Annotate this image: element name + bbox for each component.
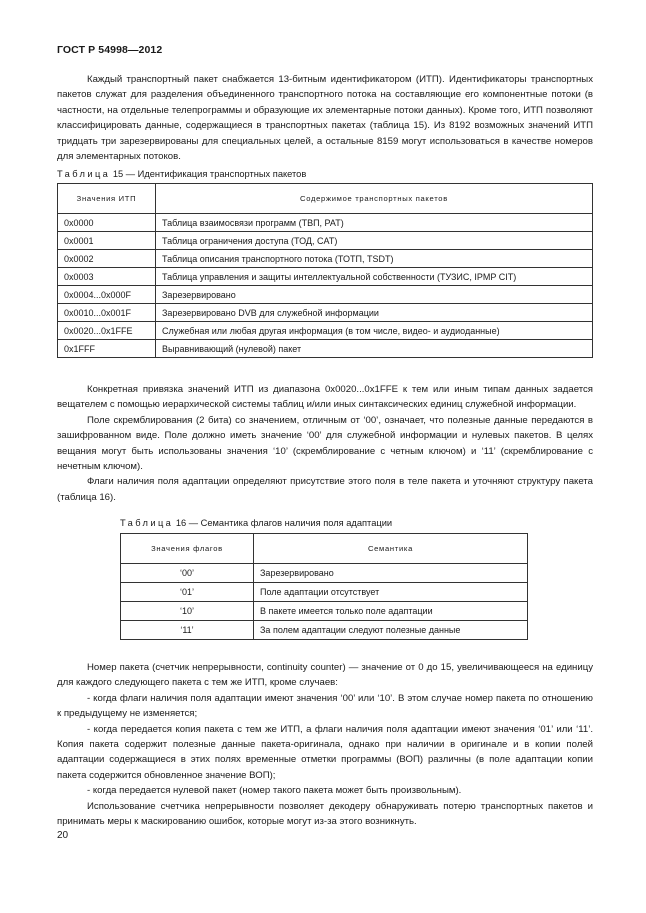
cell-pid: 0x1FFF bbox=[58, 340, 156, 358]
list-item: - когда передается нулевой пакет (номер такого пакета может быть произвольным). bbox=[87, 785, 462, 797]
table15 bbox=[57, 183, 593, 358]
table-row bbox=[121, 564, 528, 583]
table-row bbox=[58, 232, 593, 250]
caption-text: 16 — Семантика флагов наличия поля адаптации bbox=[173, 518, 393, 528]
table-header-row bbox=[121, 534, 528, 564]
table16-caption bbox=[120, 518, 392, 528]
cell-pid: 0x0004...0x000F bbox=[58, 286, 156, 304]
table-header-row bbox=[58, 184, 593, 214]
list-item: - когда передается копия пакета с тем же ИТП, а флаги наличия поля адаптации имеют значения ‘01’ или ‘11’. Копия пакета содержит полезные данные пакета-оригинала, однако при наличии в оригинале и в копии полей адаптации содержащиеся в этих полях временные отметки программы (ВОП) различны (в поле адаптации копии пакета содержится обновленное значение ВОП); bbox=[57, 723, 593, 781]
cell-content: Выравнивающий (нулевой) пакет bbox=[156, 340, 593, 358]
paragraph-text: Конкретная привязка значений ИТП из диапазона 0x0020...0x1FFE к тем или иным типам данных задается вещателем с помощью иерархической системы таблиц и/или иных синтаксических единиц служебной информации. bbox=[57, 384, 593, 411]
cell-pid: 0x0020...0x1FFE bbox=[58, 322, 156, 340]
paragraph-adaptation-flags: Флаги наличия поля адаптации определяют присутствие этого поля в теле пакета и уточняют структуру пакета (таблица 16). bbox=[57, 476, 593, 503]
cell-content: Служебная или любая другая информация (в том числе, видео- и аудиоданные) bbox=[156, 322, 593, 340]
cell-content: Таблица управления и защиты интеллектуальной собственности (ТУЗИС, IPMP CIT) bbox=[156, 268, 593, 286]
paragraph-pid-binding bbox=[57, 382, 593, 505]
table-row bbox=[58, 214, 593, 232]
cell-semantics: Зарезервировано bbox=[254, 564, 528, 583]
cell-semantics: Поле адаптации отсутствует bbox=[254, 583, 528, 602]
paragraph-text: Каждый транспортный пакет снабжается 13-битным идентификатором (ИТП). Идентификаторы транспортных пакетов служат для разделения объединенного транспортного потока на составляющие его компонентные потоки (в частности, на отдельные телепрограммы и образующие их элементарные потоки данных). Кроме того, ИТП позволяют классифицировать данные, содержащиеся в транспортных пакетах (таблица 15). Из 8192 возможных значений ИТП тридцать три зарезервированы для специальных целей, а остальные 8159 могут использоваться в качестве номеров для элементарных потоков. bbox=[57, 74, 593, 163]
cell-content: Таблица ограничения доступа (ТОД, CAT) bbox=[156, 232, 593, 250]
table-row bbox=[58, 286, 593, 304]
cell-pid: 0x0003 bbox=[58, 268, 156, 286]
caption-text: 15 — Идентификация транспортных пакетов bbox=[110, 169, 307, 179]
list-item: - когда флаги наличия поля адаптации имеют значения ‘00’ или ‘10’. В этом случае номер пакета по отношению к предыдущему не изменяется; bbox=[57, 692, 593, 720]
cell-flag: ‘00’ bbox=[121, 564, 254, 583]
table-row bbox=[58, 250, 593, 268]
cell-flag: ‘10’ bbox=[121, 602, 254, 621]
cell-pid: 0x0010...0x001F bbox=[58, 304, 156, 322]
table-row bbox=[58, 322, 593, 340]
paragraph-pid-intro bbox=[57, 72, 593, 164]
cell-content: Зарезервировано DVB для служебной информации bbox=[156, 304, 593, 322]
cell-pid: 0x0000 bbox=[58, 214, 156, 232]
table-row bbox=[121, 602, 528, 621]
caption-table-word: Таблица bbox=[120, 518, 174, 528]
column-header-flags: Значения флагов bbox=[121, 534, 254, 564]
column-header-pid: Значения ИТП bbox=[58, 184, 156, 214]
cell-semantics: За полем адаптации следуют полезные данные bbox=[254, 621, 528, 640]
column-header-content: Содержимое транспортных пакетов bbox=[156, 184, 593, 214]
standard-header: ГОСТ Р 54998—2012 bbox=[57, 44, 163, 56]
table-row bbox=[58, 268, 593, 286]
paragraph-text: Номер пакета (счетчик непрерывности, continuity counter) — значение от 0 до 15, увеличивающееся на единицу для каждого следующего пакета с тем же ИТП, кроме случаев: bbox=[57, 662, 593, 689]
cell-pid: 0x0001 bbox=[58, 232, 156, 250]
cell-content: Таблица описания транспортного потока (ТОТП, TSDT) bbox=[156, 250, 593, 268]
cell-pid: 0x0002 bbox=[58, 250, 156, 268]
table-row bbox=[58, 304, 593, 322]
table-row bbox=[121, 583, 528, 602]
column-header-semantics: Семантика bbox=[254, 534, 528, 564]
cell-content: Таблица взаимосвязи программ (ТВП, PAT) bbox=[156, 214, 593, 232]
table-row bbox=[121, 621, 528, 640]
table16 bbox=[120, 533, 528, 640]
table15-caption bbox=[57, 169, 306, 179]
cell-semantics: В пакете имеется только поле адаптации bbox=[254, 602, 528, 621]
table-row bbox=[58, 340, 593, 358]
cell-flag: ‘01’ bbox=[121, 583, 254, 602]
cell-content: Зарезервировано bbox=[156, 286, 593, 304]
cell-flag: ‘11’ bbox=[121, 621, 254, 640]
page-number: 20 bbox=[57, 830, 69, 841]
paragraph-scrambling: Поле скремблирования (2 бита) со значением, отличным от ‘00’, означает, что полезные данные передаются в зашифрованном виде. Поле должно иметь значение ‘00’ для служебной информации и нулевых пакетов. В целях вещания могут быть использованы значения ‘10’ (скремблирование с четным ключом) и ‘11’ (скремблирование с нечетным ключом). bbox=[57, 414, 593, 473]
caption-table-word: Таблица bbox=[57, 169, 111, 179]
paragraph-continuity-counter bbox=[57, 660, 593, 829]
paragraph-text: Использование счетчика непрерывности позволяет декодеру обнаруживать потерю транспортных пакетов и принимать меры к маскированию ошибок, которые могут из-за этого возникнуть. bbox=[57, 800, 593, 828]
